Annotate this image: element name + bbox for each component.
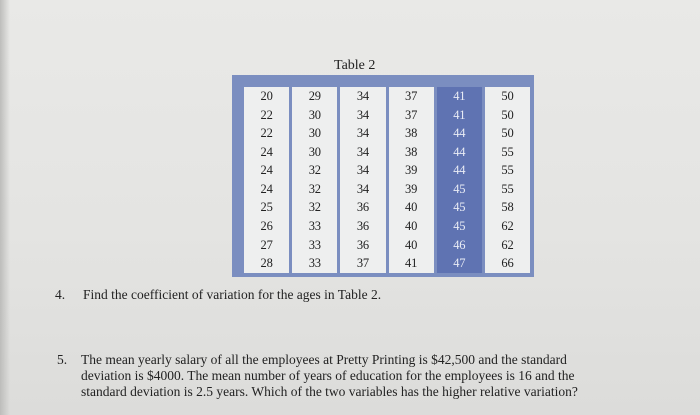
- table-cell: 62: [501, 219, 514, 234]
- question-5-line-1: The mean yearly salary of all the employees at Pretty Printing is $42,500 and the standard: [81, 352, 567, 367]
- question-5-number: 5.: [57, 352, 68, 367]
- table-cell: 26: [260, 219, 273, 234]
- table-cell: 50: [501, 89, 514, 103]
- table-cell: 25: [260, 200, 273, 215]
- table-cell: 32: [308, 200, 321, 215]
- table-cell: 45: [453, 200, 466, 215]
- table-cell: 24: [260, 144, 273, 159]
- table-cell: 58: [501, 200, 514, 215]
- table-cell: 47: [453, 256, 466, 271]
- table-cell: 55: [501, 181, 514, 196]
- table-cell: 50: [501, 126, 514, 141]
- table-cell: 38: [405, 144, 418, 159]
- table-cell: 34: [356, 107, 369, 122]
- table-cell: 34: [356, 126, 369, 141]
- table-cell: 40: [405, 237, 418, 252]
- table-cell: 44: [453, 126, 466, 141]
- question-4-text: Find the coefficient of variation for the ages in Table 2.: [83, 287, 382, 302]
- table-cell: 66: [501, 256, 514, 271]
- table-cell: 24: [260, 181, 273, 196]
- table-column: [340, 87, 385, 273]
- table-cell: 20: [260, 89, 273, 103]
- table-cell: 38: [405, 126, 418, 141]
- table-cell: 45: [453, 219, 466, 234]
- table-cell: 36: [356, 237, 369, 252]
- table-cell: 34: [356, 89, 369, 103]
- table-cell: 34: [356, 144, 369, 159]
- table-cell: 37: [405, 107, 418, 122]
- question-4-number: 4.: [55, 287, 66, 302]
- question-5-line-3: standard deviation is 2.5 years. Which of the two variables has the higher relative variation?: [81, 384, 578, 399]
- question-5-line-2: deviation is $4000. The mean number of years of education for the employees is 16 and the: [81, 368, 575, 383]
- table-cell: 37: [405, 89, 418, 103]
- table-title: Table 2: [334, 58, 376, 73]
- table-cell: 30: [308, 126, 321, 141]
- table-column: [485, 87, 530, 273]
- table-column: [292, 87, 337, 273]
- table-cell: 33: [308, 219, 321, 234]
- table-cell: 33: [308, 256, 321, 271]
- table-cell: 30: [308, 144, 321, 159]
- table-cell: 33: [308, 237, 321, 252]
- table-cell: 44: [453, 144, 466, 159]
- table-cell: 22: [260, 126, 273, 141]
- table-cell: 44: [453, 163, 466, 178]
- table-cell: 32: [308, 181, 321, 196]
- table-cell: 40: [405, 219, 418, 234]
- table-cell: 30: [308, 107, 321, 122]
- ages-table: [232, 75, 534, 277]
- table-column: [244, 87, 289, 273]
- table-cell: 55: [501, 144, 514, 159]
- table-cell: 32: [308, 163, 321, 178]
- ages-table-grid: [244, 87, 530, 273]
- table-cell: 45: [453, 181, 466, 196]
- table-cell: 41: [405, 256, 418, 271]
- table-cell: 41: [453, 107, 466, 122]
- table-cell: 55: [501, 163, 514, 178]
- table-cell: 36: [356, 200, 369, 215]
- table-cell: 27: [260, 237, 273, 252]
- table-column: [437, 87, 482, 273]
- table-cell: 34: [356, 163, 369, 178]
- table-cell: 29: [308, 89, 321, 103]
- table-cell: 62: [501, 237, 514, 252]
- page-edge-shadow: [0, 0, 10, 415]
- table-cell: 50: [501, 107, 514, 122]
- table-cell: 22: [260, 107, 273, 122]
- table-cell: 39: [405, 181, 418, 196]
- table-cell: 34: [356, 181, 369, 196]
- table-cell: 36: [356, 219, 369, 234]
- table-cell: 37: [356, 256, 369, 271]
- table-cell: 28: [260, 256, 273, 271]
- table-cell: 41: [453, 89, 466, 103]
- table-cell: 46: [453, 237, 466, 252]
- table-cell: 39: [405, 163, 418, 178]
- table-column: [389, 87, 434, 273]
- table-cell: 24: [260, 163, 273, 178]
- table-cell: 40: [405, 200, 418, 215]
